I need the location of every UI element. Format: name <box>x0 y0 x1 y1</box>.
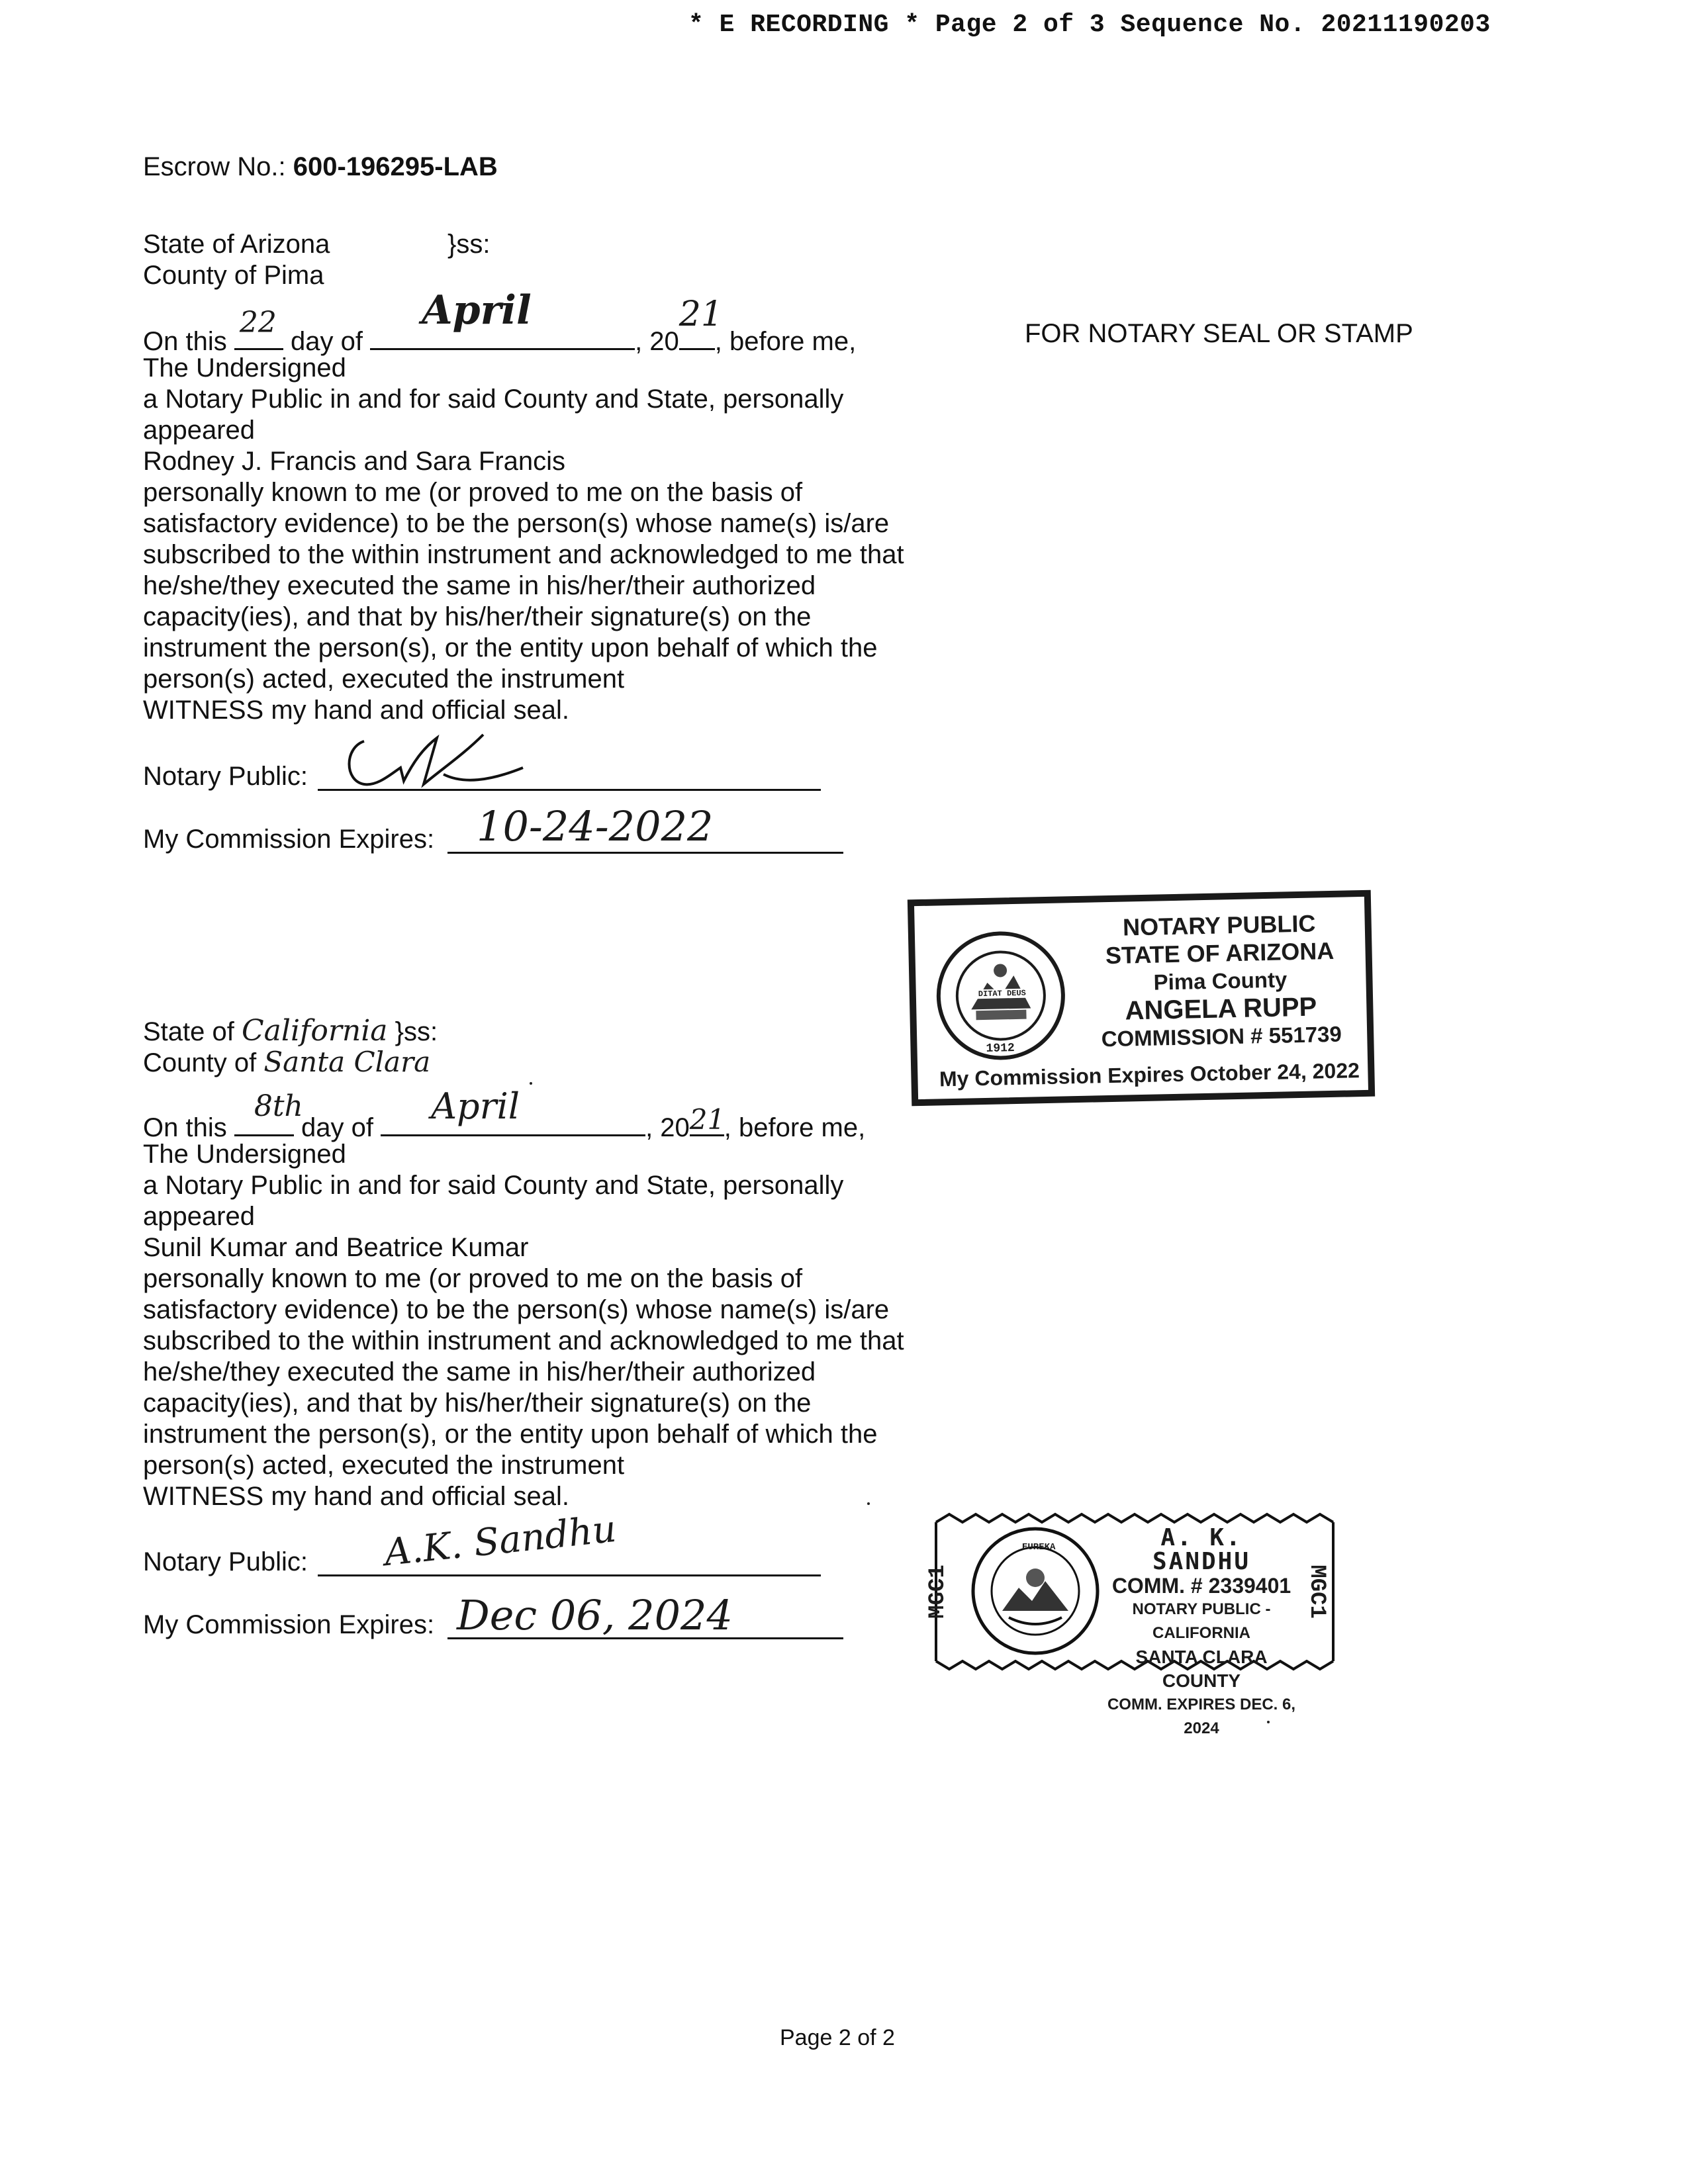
block1-expires-value: 10-24-2022 <box>477 802 714 850</box>
arizona-seal-year: 1912 <box>986 1042 1015 1056</box>
paragraph-line: subscribed to the within instrument and acknowledged to me that <box>143 1326 904 1355</box>
paragraph-line: he/she/they executed the same in his/her/their authorized <box>143 571 816 600</box>
year-field <box>679 295 723 350</box>
block2-undersigned: The Undersigned <box>143 1140 346 1169</box>
paragraph-line: personally known to me (or proved to me on the basis of <box>143 1264 803 1293</box>
year-prefix: , 20 <box>645 1113 690 1142</box>
month-field <box>381 1085 645 1136</box>
block1-county: County of Pima <box>143 261 324 290</box>
recording-header: * E RECORDING * Page 2 of 3 Sequence No. 20211190203 <box>688 11 1491 39</box>
stamp-notary-public: NOTARY PUBLIC <box>1122 909 1316 941</box>
block2-state-prefix: State of <box>143 1017 234 1046</box>
stamp-commission: COMMISSION # 551739 <box>1101 1021 1342 1052</box>
block1-expires-line <box>447 852 843 854</box>
block2-county <box>143 1046 430 1079</box>
block2-state <box>143 1015 438 1048</box>
block1-state-line: State of Arizona <box>143 230 330 259</box>
stamp-notary-name: ANGELA RUPP <box>1125 992 1317 1026</box>
block2-county-prefix: County of <box>143 1048 257 1077</box>
day-value: 8th <box>254 1089 303 1123</box>
california-notary-stamp <box>925 1509 1340 1737</box>
block1-undersigned: The Undersigned <box>143 353 346 383</box>
stamp-notary-name: A. K. SANDHU <box>1152 1524 1251 1575</box>
paragraph-line: subscribed to the within instrument and acknowledged to me that <box>143 540 904 569</box>
block1-notary-label: Notary Public: <box>143 762 308 791</box>
stamp-county: SANTA CLARA COUNTY <box>1135 1647 1268 1691</box>
page-number: Page 2 of 2 <box>780 2025 895 2050</box>
scan-speck <box>867 1502 870 1505</box>
stamp-side-code-right: MGC1 <box>1303 1565 1329 1619</box>
seal-caption: FOR NOTARY SEAL OR STAMP <box>1025 319 1413 348</box>
block1-paragraph <box>143 384 964 726</box>
party-names: Rodney J. Francis and Sara Francis <box>143 447 566 476</box>
paragraph-line: capacity(ies), and that by his/her/their signature(s) on the <box>143 1388 812 1418</box>
block2-signature: A.K. Sandhu <box>382 1507 618 1575</box>
paragraph-line: a Notary Public in and for said County and State, personally <box>143 385 844 414</box>
paragraph-line: appeared <box>143 1202 256 1231</box>
block2-paragraph <box>143 1170 964 1512</box>
day-field <box>234 1089 303 1136</box>
paragraph-line: a Notary Public in and for said County and State, personally <box>143 1171 844 1200</box>
party-names: Sunil Kumar and Beatrice Kumar <box>143 1233 529 1262</box>
stamp-side-code-left: MGC1 <box>925 1565 951 1619</box>
arizona-notary-stamp <box>908 890 1375 1107</box>
before-me: , before me, <box>724 1113 866 1142</box>
stamp-county: Pima County <box>1153 967 1288 995</box>
paragraph-line: person(s) acted, executed the instrument <box>143 1451 625 1480</box>
paragraph-line: instrument the person(s), or the entity upon behalf of which the <box>143 1420 878 1449</box>
block1-date-line <box>143 287 857 357</box>
year-value: 21 <box>679 295 723 334</box>
arizona-stamp-text <box>1073 909 1367 1054</box>
paragraph-line: instrument the person(s), or the entity upon behalf of which the <box>143 633 878 662</box>
california-seal-motto: EUREKA <box>1022 1542 1056 1553</box>
paragraph-line: he/she/they executed the same in his/her/their authorized <box>143 1357 816 1387</box>
day-value: 22 <box>239 306 277 340</box>
block1-ss: }ss: <box>447 230 491 259</box>
month-value: April <box>431 1085 520 1127</box>
on-this-label: On this <box>143 1113 227 1142</box>
paragraph-line: satisfactory evidence) to be the person(s) whose name(s) is/are <box>143 1295 890 1324</box>
year-field <box>689 1103 726 1136</box>
stamp-state: STATE OF ARIZONA <box>1105 936 1335 970</box>
on-this-label: On this <box>143 327 227 356</box>
block2-date-line <box>143 1085 866 1144</box>
arizona-stamp-expires: My Commission Expires October 24, 2022 <box>939 1058 1360 1091</box>
scan-speck <box>530 1082 532 1085</box>
paragraph-line: personally known to me (or proved to me on the basis of <box>143 478 803 507</box>
stamp-commission: COMM. # 2339401 <box>1111 1574 1291 1598</box>
witness-line: WITNESS my hand and official seal. <box>143 696 569 725</box>
stamp-notary-state: NOTARY PUBLIC - CALIFORNIA <box>1132 1600 1271 1642</box>
block2-notary-label: Notary Public: <box>143 1547 308 1576</box>
block2-ss: }ss: <box>395 1017 438 1046</box>
escrow-number: 600-196295-LAB <box>293 152 498 181</box>
paragraph-line: person(s) acted, executed the instrument <box>143 664 625 694</box>
month-field <box>370 287 635 350</box>
block2-county-value: Santa Clara <box>263 1046 431 1078</box>
paragraph-line: satisfactory evidence) to be the person(s) whose name(s) is/are <box>143 509 890 538</box>
day-field <box>234 306 283 350</box>
scan-speck <box>1267 1721 1270 1723</box>
paragraph-line: appeared <box>143 416 256 445</box>
stamp-expires: COMM. EXPIRES DEC. 6, 2024 <box>1107 1696 1296 1737</box>
witness-line: WITNESS my hand and official seal. <box>143 1482 569 1511</box>
arizona-seal-motto: DITAT DEUS <box>978 988 1026 999</box>
year-prefix: , 20 <box>635 327 679 356</box>
block2-state-value: California <box>242 1014 388 1048</box>
california-stamp-text <box>1105 1526 1297 1741</box>
block2-expires-label: My Commission Expires: <box>143 1610 435 1639</box>
block1-expires-label: My Commission Expires: <box>143 825 435 854</box>
block2-signature-line <box>318 1574 821 1576</box>
escrow-label: Escrow No.: <box>143 152 286 181</box>
block1-signature-scribble <box>338 721 536 794</box>
day-of-label: day of <box>290 327 363 356</box>
california-seal-ring-text <box>929 1509 930 1510</box>
block1-state <box>143 229 330 260</box>
year-value: 21 <box>689 1103 726 1136</box>
before-me: , before me, <box>714 327 857 356</box>
day-of-label: day of <box>301 1113 373 1142</box>
escrow-line <box>143 152 498 182</box>
month-value: April <box>422 287 532 334</box>
paragraph-line: capacity(ies), and that by his/her/their signature(s) on the <box>143 602 812 631</box>
block2-expires-value: Dec 06, 2024 <box>457 1591 733 1639</box>
